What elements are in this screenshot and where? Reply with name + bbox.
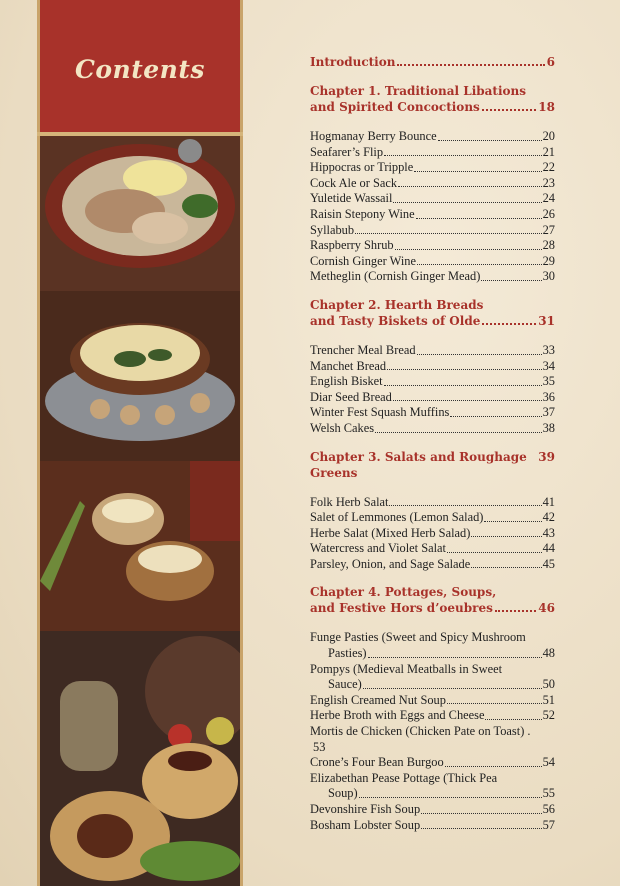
toc-entry[interactable]: Trencher Meal Bread 33	[310, 342, 555, 357]
food-photo-meat-pies	[37, 631, 243, 886]
toc-introduction[interactable]: Introduction 6	[310, 55, 555, 69]
toc-entry[interactable]: Seafarer’s Flip 21	[310, 144, 555, 159]
toc-entry[interactable]: Diar Seed Bread 36	[310, 389, 555, 404]
chapter-1-entries	[310, 129, 555, 285]
food-photo-casserole	[37, 291, 243, 461]
chapter-2-entries	[310, 343, 555, 437]
toc-entry[interactable]: Cornish Ginger Wine 29	[310, 253, 555, 268]
toc-entry[interactable]: Folk Herb Salat 41	[310, 494, 555, 509]
toc-entry[interactable]: Herbe Salat (Mixed Herb Salad) 43	[310, 525, 555, 540]
toc-entry[interactable]: Crone’s Four Bean Burgoo 54	[310, 755, 555, 770]
toc-entry[interactable]: English Creamed Nut Soup 51	[310, 692, 555, 707]
toc-entry[interactable]: Yuletide Wassail 24	[310, 191, 555, 206]
toc-entry[interactable]: Watercress and Violet Salat 44	[310, 541, 555, 556]
toc-entry[interactable]: Devonshire Fish Soup 56	[310, 802, 555, 816]
toc-chapter-3[interactable]: Chapter 3. Salats and Roughage Greens 39	[310, 449, 555, 480]
toc-entry[interactable]: Manchet Bread 34	[310, 358, 555, 373]
food-photo-roast-plate	[37, 136, 243, 291]
toc-entry[interactable]: Funge Pasties (Sweet and Spicy Mushroom Pasties) 48	[310, 630, 555, 661]
toc-entry[interactable]: Elizabethan Pease Pottage (Thick Pea Soup) 55	[310, 770, 555, 801]
toc-entry[interactable]: Salet of Lemmones (Lemon Salad) 42	[310, 510, 555, 525]
toc-entry[interactable]: English Bisket 35	[310, 374, 555, 389]
toc-entry[interactable]: Bosham Lobster Soup 57	[310, 817, 555, 832]
toc-chapter-4[interactable]: Chapter 4. Pottages, Soups, and Festive Hors d’oeubres 46	[310, 585, 555, 616]
toc-entry[interactable]: Cock Ale or Sack 23	[310, 175, 555, 190]
toc-entry[interactable]: Raisin Stepony Wine 26	[310, 206, 555, 221]
chapter-3-entries	[310, 495, 555, 573]
toc-entry[interactable]: Herbe Broth with Eggs and Cheese 52	[310, 708, 555, 723]
toc-entry[interactable]: Welsh Cakes 38	[310, 420, 555, 435]
contents-title-panel	[37, 0, 243, 132]
toc-chapter-2[interactable]: Chapter 2. Hearth Breads and Tasty Biskets of Olde 31	[310, 297, 555, 328]
toc-entry[interactable]: Syllabub 27	[310, 222, 555, 237]
toc-entry[interactable]: Winter Fest Squash Muffins 37	[310, 405, 555, 420]
page-title: Contents	[74, 54, 205, 84]
toc-entry[interactable]: Pompys (Medieval Meatballs in Sweet Sauce) 50	[310, 661, 555, 692]
toc-entry[interactable]: Hippocras or Tripple 22	[310, 160, 555, 175]
food-photo-crocks	[37, 461, 243, 631]
toc-entry[interactable]: Hogmanay Berry Bounce 20	[310, 129, 555, 143]
chapter-4-entries	[310, 630, 555, 833]
toc-entry[interactable]: Raspberry Shrub 28	[310, 238, 555, 253]
toc-chapter-1[interactable]: Chapter 1. Traditional Libations and Spirited Concoctions 18	[310, 84, 555, 114]
toc-entry[interactable]: Mortis de Chicken (Chicken Pate on Toast) . 53	[310, 724, 531, 754]
toc-entry[interactable]: Metheglin (Cornish Ginger Mead) 30	[310, 269, 555, 284]
toc-entry[interactable]: Parsley, Onion, and Sage Salade 45	[310, 556, 555, 571]
table-of-contents	[310, 54, 555, 833]
